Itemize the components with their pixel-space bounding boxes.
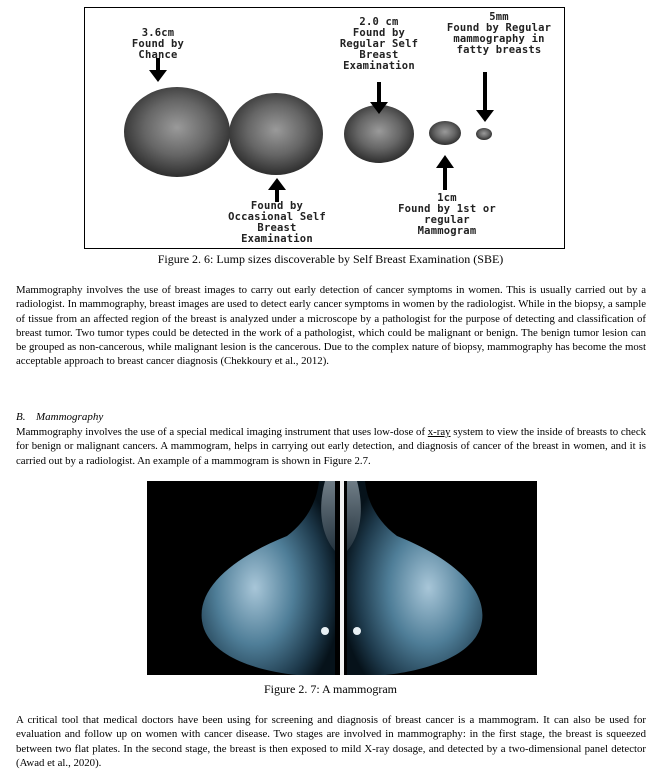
lump-label-chance: 3.6cm Found by Chance <box>131 27 185 61</box>
arrow-up-icon <box>268 178 286 202</box>
lump-label-fatty-breasts: 5mm Found by Regular mammography in fatty breasts <box>446 11 552 56</box>
lump-3-6cm <box>124 87 230 177</box>
figure-2-6-caption: Figure 2. 6: Lump sizes discoverable by Self Breast Examination (SBE) <box>157 252 504 266</box>
lump-label-occasional-sbe: Found by Occasional Self Breast Examination <box>228 200 326 245</box>
text-span: Mammography involves the use of a special medical imaging instrument that uses low-dose of <box>16 426 428 438</box>
lump-size-figure <box>84 7 565 249</box>
lump-5mm <box>476 128 492 140</box>
text-span: system to view the inside of breasts to check for benign or malignant cancers. A mammogram, helps in carrying out early detection, and diagnosis of cancer of the breast in women, and it is carried out by a radiologist. An example of a mammogram is shown in Figure 2.7. <box>16 426 647 467</box>
arrow-down-icon <box>149 58 167 82</box>
lump-label-regular-sbe: 2.0 cm Found by Regular Self Breast Examination <box>339 16 419 72</box>
lump-occasional <box>229 93 323 175</box>
paragraph-mammography-definition <box>16 425 646 468</box>
xray-link[interactable]: x-ray <box>427 426 451 438</box>
section-letter: B. <box>16 411 26 423</box>
paragraph-mammogram-tool: A critical tool that medical doctors have been using for screening and diagnosis of breast cancer is a mammogram. It can also be used for evaluation and follow up on women with cancer disease. Two stages are involved in mammography: in the first stage, the breast is squeezed between two flat plates. In the second stage, the breast is then exposed to mild X-ray dosage, and detected by a two-dimensional panel detector (Awad et al., 2020). <box>16 714 646 769</box>
arrow-up-icon <box>436 155 454 190</box>
lump-1cm <box>429 121 461 145</box>
paragraph-mammography-intro: Mammography involves the use of breast images to carry out early detection of cancer symptoms in women. This is usually carried out by a radiologist. In mammography, breast images are used to detect early cancer symptoms in women by the radiologist. While in the biopsy, a sample of tissue from an affected region of the breast is analyzed under a microscope by a pathologist for the purpose of detecting and classification of breast tumor. Two tumor types could be detected in the work of a pathologist, which could be malignant or benign. The benign tumor lesion can be grouped as non-cancerous, while malignant lesion is the cancerous. Due to the complex nature of biopsy, mammography has become the most acceptable approach to breast cancer diagnosis (Chekkoury et al., 2012). <box>16 284 646 368</box>
mammogram-image <box>147 481 537 675</box>
figure-2-7-caption: Figure 2. 7: A mammogram <box>264 682 397 696</box>
mammogram-graphic <box>147 481 537 675</box>
lump-label-mammogram: 1cm Found by 1st or regular Mammogram <box>398 192 496 237</box>
section-heading-b <box>16 411 103 423</box>
arrow-down-icon <box>476 72 494 122</box>
section-title: Mammography <box>36 411 104 423</box>
